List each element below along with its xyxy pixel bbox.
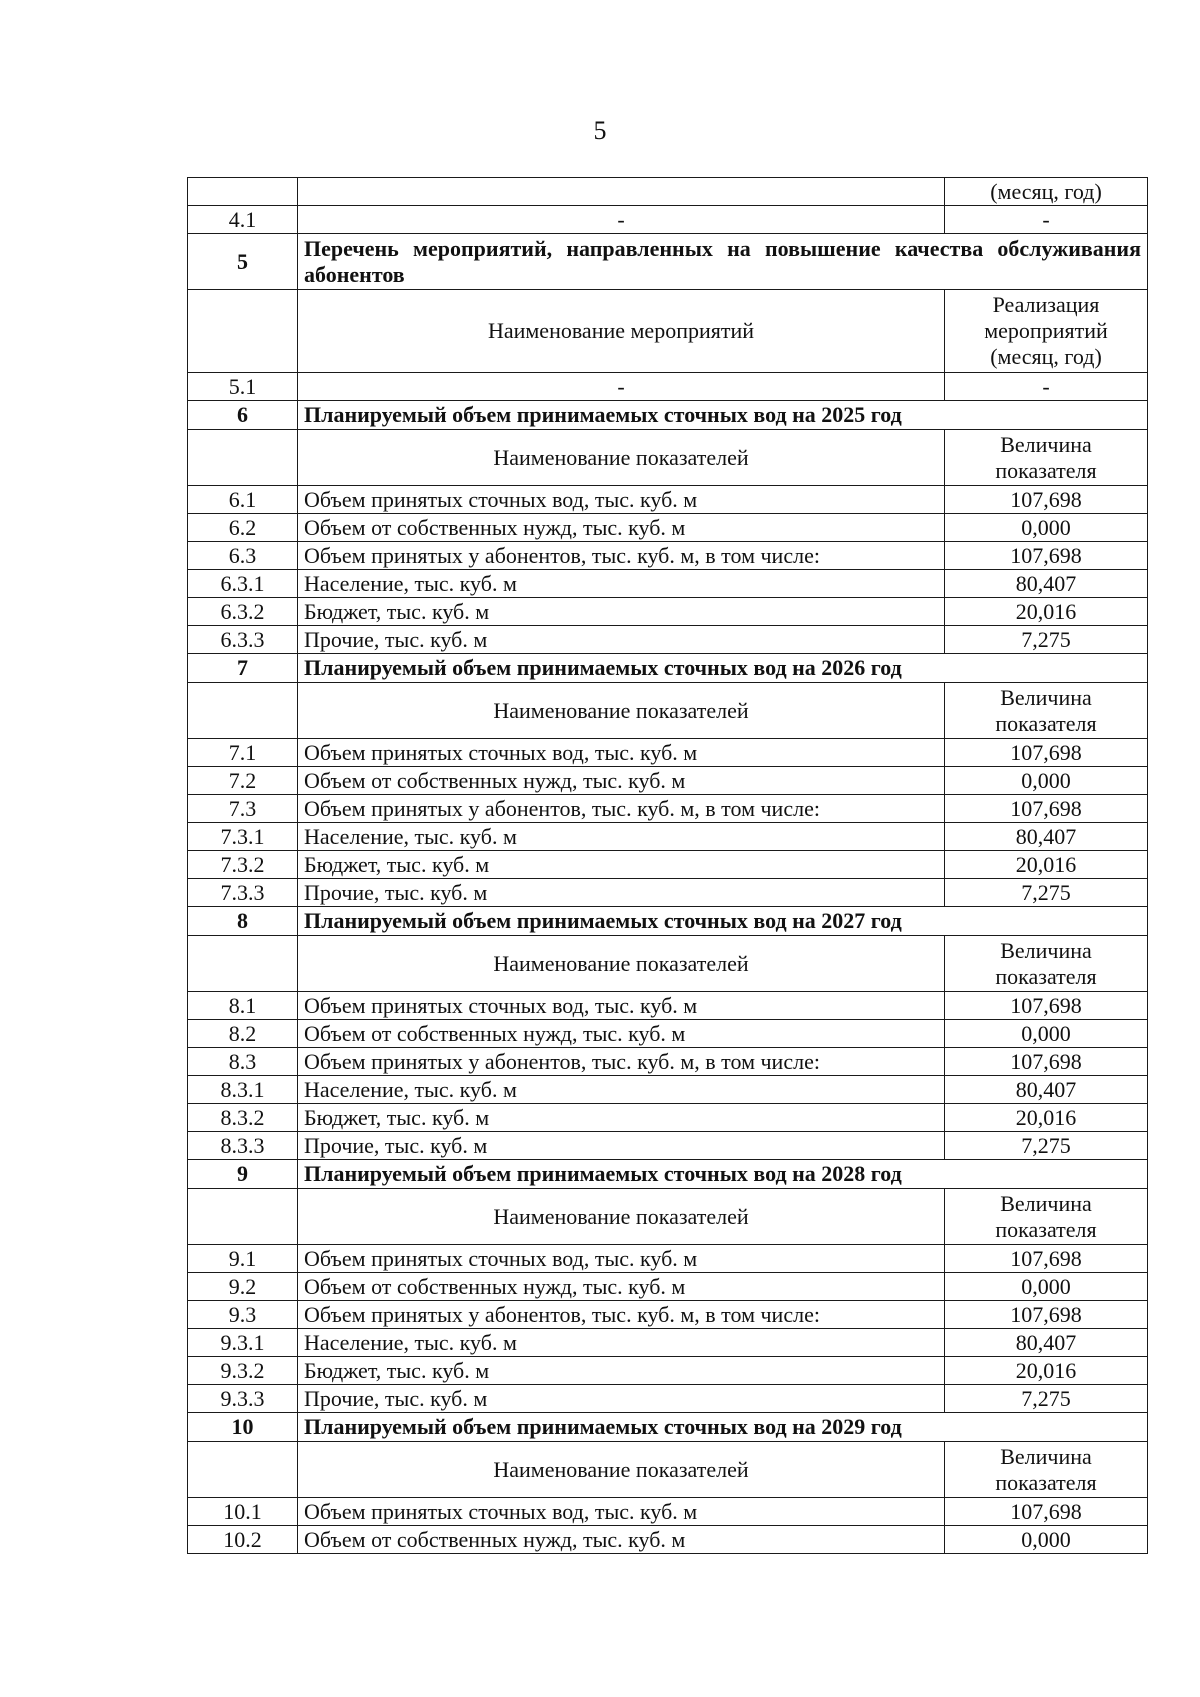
section-title-row — [188, 1413, 1148, 1442]
row-number: 5.1 — [188, 373, 298, 401]
section-number: 7 — [188, 654, 298, 683]
header-value: Величина показателя — [945, 936, 1148, 992]
section-title: Планируемый объем принимаемых сточных вод на 2029 год — [298, 1413, 1148, 1442]
header-name: Наименование показателей — [298, 683, 945, 739]
table-row — [188, 1301, 1148, 1329]
row-number: 9.1 — [188, 1245, 298, 1273]
row-value: 80,407 — [945, 1329, 1148, 1357]
table-row — [188, 823, 1148, 851]
header-name: Наименование показателей — [298, 1442, 945, 1498]
row-number: 8.3.2 — [188, 1104, 298, 1132]
row-number: 8.3 — [188, 1048, 298, 1076]
section-header-row — [188, 1442, 1148, 1498]
row-name: Объем от собственных нужд, тыс. куб. м — [298, 767, 945, 795]
row-name: Объем принятых сточных вод, тыс. куб. м — [298, 1245, 945, 1273]
row-number: 7.1 — [188, 739, 298, 767]
table-row — [188, 879, 1148, 907]
table-row — [188, 1076, 1148, 1104]
section-title-row — [188, 907, 1148, 936]
header-empty-cell — [188, 936, 298, 992]
row-number: 7.3.3 — [188, 879, 298, 907]
header-value: Величина показателя — [945, 1189, 1148, 1245]
row-number: 10.2 — [188, 1526, 298, 1554]
header-empty-cell — [188, 1189, 298, 1245]
header-empty-cell — [188, 1442, 298, 1498]
row-name: Бюджет, тыс. куб. м — [298, 851, 945, 879]
row-name: Бюджет, тыс. куб. м — [298, 1104, 945, 1132]
row-value: 80,407 — [945, 1076, 1148, 1104]
section-title: Планируемый объем принимаемых сточных вод на 2026 год — [298, 654, 1148, 683]
row-value: (месяц, год) — [945, 178, 1148, 206]
row-value: 7,275 — [945, 1385, 1148, 1413]
row-name: Объем от собственных нужд, тыс. куб. м — [298, 1526, 945, 1554]
row-value: 107,698 — [945, 739, 1148, 767]
row-value: 20,016 — [945, 851, 1148, 879]
table-row — [188, 1357, 1148, 1385]
row-value: 7,275 — [945, 626, 1148, 654]
row-value: 107,698 — [945, 1048, 1148, 1076]
header-value: Величина показателя — [945, 430, 1148, 486]
section-number: 6 — [188, 401, 298, 430]
row-number: 6.1 — [188, 486, 298, 514]
header-value: Реализация мероприятий (месяц, год) — [945, 290, 1148, 373]
table-row — [188, 992, 1148, 1020]
row-number: 7.3.1 — [188, 823, 298, 851]
row-number: 7.3.2 — [188, 851, 298, 879]
row-value: 107,698 — [945, 1245, 1148, 1273]
page-number: 5 — [593, 116, 607, 145]
table-row — [188, 514, 1148, 542]
table-row — [188, 1020, 1148, 1048]
table-row — [188, 486, 1148, 514]
row-value: - — [945, 373, 1148, 401]
section-header-row — [188, 430, 1148, 486]
row-value: 107,698 — [945, 1498, 1148, 1526]
row-value: 107,698 — [945, 795, 1148, 823]
row-number: 9.3.3 — [188, 1385, 298, 1413]
row-number: 9.3 — [188, 1301, 298, 1329]
section-number: 5 — [188, 234, 298, 290]
table-row — [188, 206, 1148, 234]
header-name: Наименование показателей — [298, 1189, 945, 1245]
row-value: 20,016 — [945, 598, 1148, 626]
row-value: 20,016 — [945, 1357, 1148, 1385]
row-name: Объем принятых у абонентов, тыс. куб. м, в том числе: — [298, 795, 945, 823]
row-name: Население, тыс. куб. м — [298, 1329, 945, 1357]
section-title-row — [188, 401, 1148, 430]
section-title: Планируемый объем принимаемых сточных вод на 2025 год — [298, 401, 1148, 430]
row-name: Объем принятых у абонентов, тыс. куб. м, в том числе: — [298, 542, 945, 570]
row-name: Объем принятых у абонентов, тыс. куб. м, в том числе: — [298, 1301, 945, 1329]
row-number: 9.3.1 — [188, 1329, 298, 1357]
row-number: 6.3.3 — [188, 626, 298, 654]
header-name: Наименование мероприятий — [298, 290, 945, 373]
table-row — [188, 1526, 1148, 1554]
row-name: Прочие, тыс. куб. м — [298, 1385, 945, 1413]
table-row — [188, 178, 1148, 206]
section-header-row — [188, 683, 1148, 739]
row-name — [298, 178, 945, 206]
table-row — [188, 851, 1148, 879]
row-name: Прочие, тыс. куб. м — [298, 626, 945, 654]
table-row — [188, 373, 1148, 401]
table-row — [188, 1498, 1148, 1526]
table-row — [188, 570, 1148, 598]
row-number: 9.3.2 — [188, 1357, 298, 1385]
row-number: 8.1 — [188, 992, 298, 1020]
row-value: 107,698 — [945, 992, 1148, 1020]
header-value: Величина показателя — [945, 1442, 1148, 1498]
row-number: 6.3 — [188, 542, 298, 570]
row-name: Прочие, тыс. куб. м — [298, 879, 945, 907]
row-value: 107,698 — [945, 1301, 1148, 1329]
row-name: Объем принятых сточных вод, тыс. куб. м — [298, 1498, 945, 1526]
section-title: Планируемый объем принимаемых сточных вод на 2028 год — [298, 1160, 1148, 1189]
row-name: Население, тыс. куб. м — [298, 570, 945, 598]
row-number: 6.3.1 — [188, 570, 298, 598]
row-number: 8.3.1 — [188, 1076, 298, 1104]
row-number: 8.3.3 — [188, 1132, 298, 1160]
table-row — [188, 795, 1148, 823]
header-name: Наименование показателей — [298, 936, 945, 992]
row-value: 80,407 — [945, 570, 1148, 598]
section-header-row — [188, 290, 1148, 373]
row-value: 0,000 — [945, 514, 1148, 542]
section-title-row — [188, 234, 1148, 290]
header-value: Величина показателя — [945, 683, 1148, 739]
section-title-row — [188, 654, 1148, 683]
indicators-table-body — [188, 178, 1148, 1554]
row-number: 4.1 — [188, 206, 298, 234]
row-name: Население, тыс. куб. м — [298, 1076, 945, 1104]
row-value: - — [945, 206, 1148, 234]
section-title-row — [188, 1160, 1148, 1189]
row-name: - — [298, 373, 945, 401]
row-number: 6.2 — [188, 514, 298, 542]
row-value: 20,016 — [945, 1104, 1148, 1132]
row-value: 107,698 — [945, 542, 1148, 570]
header-name: Наименование показателей — [298, 430, 945, 486]
table-row — [188, 1273, 1148, 1301]
row-name: Прочие, тыс. куб. м — [298, 1132, 945, 1160]
table-row — [188, 1048, 1148, 1076]
table-row — [188, 598, 1148, 626]
table-row — [188, 626, 1148, 654]
table-row — [188, 1385, 1148, 1413]
section-number: 8 — [188, 907, 298, 936]
row-value: 0,000 — [945, 1526, 1148, 1554]
table-row — [188, 1245, 1148, 1273]
row-value: 0,000 — [945, 1273, 1148, 1301]
table-row — [188, 1329, 1148, 1357]
header-empty-cell — [188, 683, 298, 739]
section-title: Перечень мероприятий, направленных на повышение качества обслуживания абонентов — [298, 234, 1148, 290]
indicators-table — [187, 177, 1148, 1554]
row-name: Объем от собственных нужд, тыс. куб. м — [298, 1273, 945, 1301]
row-name: - — [298, 206, 945, 234]
row-value: 0,000 — [945, 1020, 1148, 1048]
row-name: Объем принятых сточных вод, тыс. куб. м — [298, 992, 945, 1020]
table-row — [188, 542, 1148, 570]
row-name: Объем принятых сточных вод, тыс. куб. м — [298, 486, 945, 514]
row-number: 7.2 — [188, 767, 298, 795]
row-number: 8.2 — [188, 1020, 298, 1048]
section-title: Планируемый объем принимаемых сточных вод на 2027 год — [298, 907, 1148, 936]
row-value: 7,275 — [945, 879, 1148, 907]
row-name: Объем от собственных нужд, тыс. куб. м — [298, 1020, 945, 1048]
row-number: 7.3 — [188, 795, 298, 823]
section-header-row — [188, 1189, 1148, 1245]
row-value: 80,407 — [945, 823, 1148, 851]
row-value: 0,000 — [945, 767, 1148, 795]
table-row — [188, 1104, 1148, 1132]
section-number: 9 — [188, 1160, 298, 1189]
row-name: Объем принятых у абонентов, тыс. куб. м, в том числе: — [298, 1048, 945, 1076]
table-row — [188, 1132, 1148, 1160]
section-header-row — [188, 936, 1148, 992]
row-value: 107,698 — [945, 486, 1148, 514]
row-number: 6.3.2 — [188, 598, 298, 626]
row-value: 7,275 — [945, 1132, 1148, 1160]
row-name: Население, тыс. куб. м — [298, 823, 945, 851]
row-name: Бюджет, тыс. куб. м — [298, 1357, 945, 1385]
row-number: 10.1 — [188, 1498, 298, 1526]
row-name: Объем принятых сточных вод, тыс. куб. м — [298, 739, 945, 767]
header-empty-cell — [188, 290, 298, 373]
table-row — [188, 767, 1148, 795]
row-name: Объем от собственных нужд, тыс. куб. м — [298, 514, 945, 542]
header-empty-cell — [188, 430, 298, 486]
row-number — [188, 178, 298, 206]
row-number: 9.2 — [188, 1273, 298, 1301]
table-row — [188, 739, 1148, 767]
section-number: 10 — [188, 1413, 298, 1442]
row-name: Бюджет, тыс. куб. м — [298, 598, 945, 626]
